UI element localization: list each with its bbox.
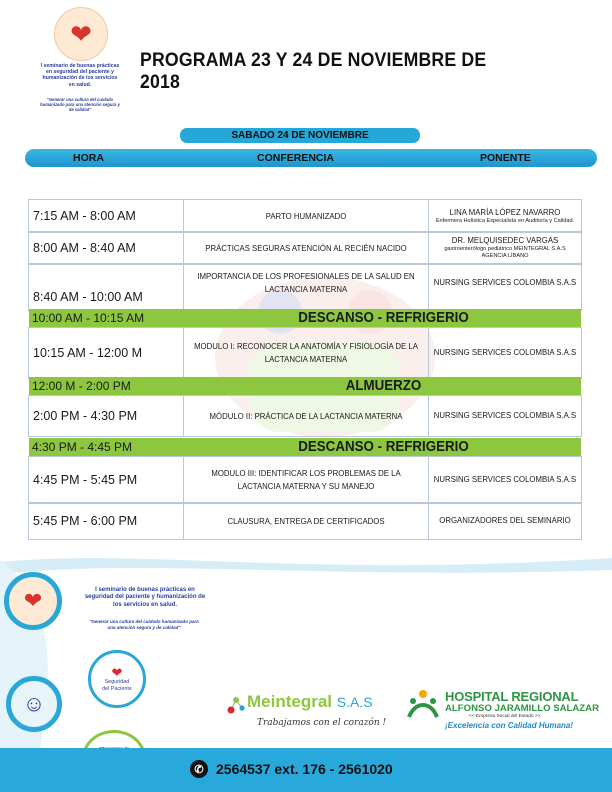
break-row (29, 377, 581, 395)
break-row (29, 309, 581, 327)
table-row (28, 502, 582, 540)
table-row (28, 199, 582, 233)
row-hora: 8:00 AM - 8:40 AM (29, 232, 184, 264)
row-conferencia: MÓDULO II: PRÁCTICA DE LA LACTANCIA MATERNA (184, 396, 429, 436)
heart-icon: ❤ (111, 665, 123, 681)
hospital-logo (405, 687, 605, 737)
hospital-name-2: ALFONSO JARAMILLO SALAZAR (445, 703, 600, 714)
row-hora: 5:45 PM - 6:00 PM (29, 503, 184, 539)
row-hora: 2:00 PM - 4:30 PM (29, 396, 184, 436)
row-hora: 7:15 AM - 8:00 AM (29, 200, 184, 232)
seguridad-line1: Seguridad (104, 679, 130, 686)
ponente-name: LINA MARÍA LÓPEZ NAVARRO (449, 207, 561, 217)
table-row (28, 263, 582, 311)
day-label: SABADO 24 DE NOVIEMBRE (180, 128, 420, 143)
phone-number: 2564537 ext. 176 - 2561020 (216, 761, 393, 777)
meintegral-name (247, 692, 373, 712)
row-hora: 4:45 PM - 5:45 PM (29, 457, 184, 503)
meintegral-slogan: Trabajamos con el corazón ! (257, 718, 387, 728)
meintegral-suffix: S.A.S (336, 694, 373, 710)
molecule-icon (227, 694, 245, 716)
heart-family-icon: ❤ (54, 7, 108, 61)
row-conferencia: PARTO HUMANIZADO (184, 200, 429, 232)
ponente-name: ORGANIZADORES DEL SEMINARIO (439, 516, 571, 525)
row-ponente (429, 232, 581, 264)
column-header-conferencia: CONFERENCIA (257, 152, 335, 164)
seminar-slogan: "Generar una cultura del cuidado humanizado para una atención segura y de calidad" (89, 619, 199, 630)
ponente-name: NURSING SERVICES COLOMBIA S.A.S (433, 278, 577, 287)
break-label: DESCANSO - REFRIGERIO (298, 439, 469, 455)
row-ponente (429, 396, 581, 436)
phone-icon: ✆ (190, 760, 208, 778)
table-row (28, 327, 582, 379)
row-conferencia: MODULO III: IDENTIFICAR LOS PROBLEMAS DE LA LACTANCIA MATERNA Y SU MANEJO (184, 457, 429, 503)
hospital-slogan: ¡Excelencia con Calidad Humana! (445, 721, 574, 730)
blue-swoosh-decoration (0, 540, 612, 580)
seminar-logo (40, 5, 120, 112)
doctor-icon: ☺ (6, 676, 62, 732)
table-row (28, 456, 582, 504)
people-icon (405, 687, 441, 723)
row-conferencia: PRÁCTICAS SEGURAS ATENCIÓN AL RECIÉN NACIDO (184, 232, 429, 264)
break-hora: 4:30 PM - 4:45 PM (32, 440, 133, 454)
phone-contact (190, 760, 393, 778)
row-hora: 8:40 AM - 10:00 AM (29, 264, 184, 310)
logo-slogan: "Generar una cultura del cuidado humanizado para una atención segura y de calidad" (40, 97, 120, 112)
break-row (29, 438, 581, 456)
table-row (28, 395, 582, 437)
meintegral-brand: Meintegral (247, 692, 333, 711)
row-hora: 10:15 AM - 12:00 M (29, 328, 184, 378)
column-header-ponente: PONENTE (480, 152, 531, 164)
column-header-hora: HORA (73, 152, 104, 164)
seminar-caption: I seminario de buenas prácticas en seguridad del paciente y humanización de los servicios en salud. (84, 587, 206, 608)
row-ponente (429, 503, 581, 539)
seguridad-paciente-logo (88, 650, 146, 708)
meintegral-logo (225, 690, 395, 736)
page-title: PROGRAMA 23 Y 24 DE NOVIEMBRE DE 2018 (140, 50, 487, 93)
row-conferencia: CLAUSURA, ENTREGA DE CERTIFICADOS (184, 503, 429, 539)
ponente-name: NURSING SERVICES COLOMBIA S.A.S (433, 348, 577, 357)
hospital-name: HOSPITAL REGIONAL (445, 689, 579, 704)
seguridad-line2: del Paciente (102, 685, 132, 692)
seminar-family-icon: ❤ (4, 572, 62, 630)
row-conferencia: MODULO I: RECONOCER LA ANATOMÍA Y FISIOLOGÍA DE LA LACTANCIA MATERNA (184, 328, 429, 378)
row-ponente (429, 328, 581, 378)
table-row (28, 231, 582, 265)
ponente-detail: gastroenterólogo pediátrico MEINTEGRAL S.A.S AGENCIA LÍBANO (444, 246, 566, 259)
break-label: DESCANSO - REFRIGERIO (298, 310, 469, 326)
row-ponente (429, 457, 581, 503)
table-header (25, 149, 597, 167)
hospital-tagline: << Empresa Social del Estado >> (469, 714, 541, 719)
ponente-name: NURSING SERVICES COLOMBIA S.A.S (433, 411, 577, 420)
row-ponente (429, 264, 581, 310)
break-hora: 10:00 AM - 10:15 AM (32, 311, 145, 325)
ponente-detail: Enfermera Holística Especialista en Auditoría y Calidad. (435, 217, 575, 224)
row-conferencia: IMPORTANCIA DE LOS PROFESIONALES DE LA SALUD EN LACTANCIA MATERNA (184, 264, 429, 310)
ponente-name: NURSING SERVICES COLOMBIA S.A.S (433, 475, 577, 484)
break-hora: 12:00 M - 2:00 PM (32, 379, 131, 393)
row-ponente (429, 200, 581, 232)
logo-caption: I seminario de buenas prácticas en seguridad del paciente y humanización de los servicios en salud. (40, 63, 120, 88)
break-label: ALMUERZO (345, 378, 422, 394)
ponente-name: DR. MELQUISEDEC VARGAS (451, 236, 559, 245)
